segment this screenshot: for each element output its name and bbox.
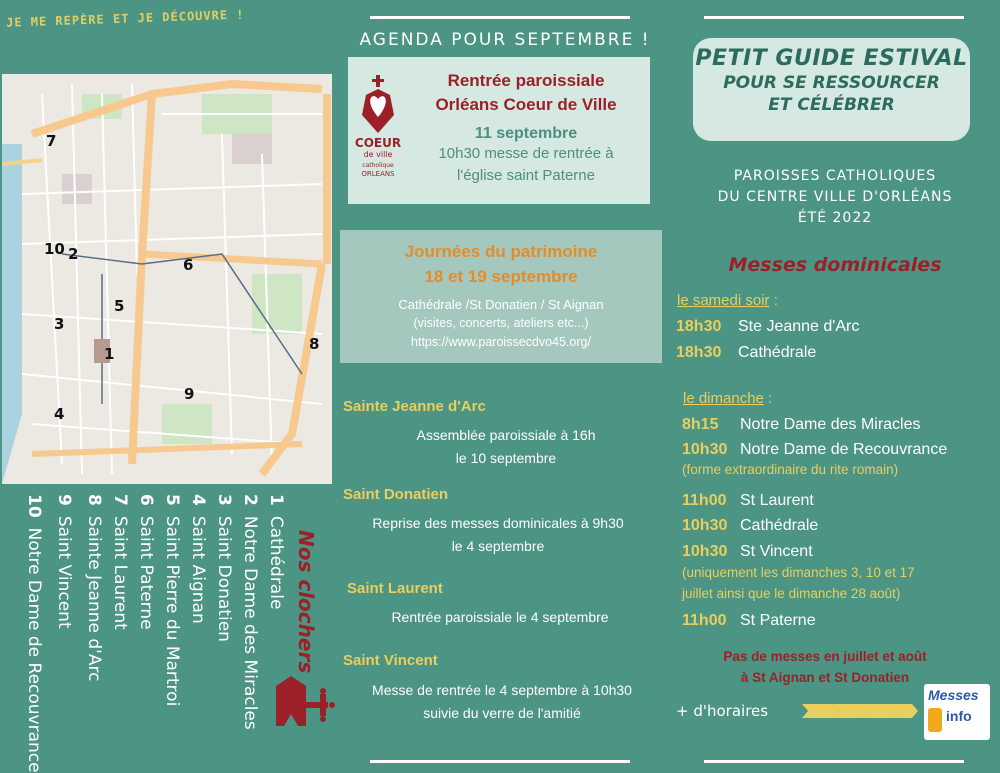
parish-jeanne-line-1: Assemblée paroissiale à 16h [416, 427, 596, 443]
rentree-box [348, 57, 650, 204]
parish-donatien-text [343, 512, 653, 558]
parish-donatien-line-1: Reprise des messes dominicales à 9h30 [372, 515, 624, 531]
mass-row [682, 492, 814, 510]
rentree-title-2: Orléans Coeur de Ville [435, 95, 617, 114]
map-label-8: 8 [309, 335, 320, 353]
mass-row [682, 612, 816, 630]
coeur-de-ville-logo [354, 75, 402, 183]
mass-time: 11h00 [682, 492, 727, 509]
note-vincent-2: juillet ainsi que le dimanche 28 août) [682, 586, 901, 601]
parish-vincent-line-2: suivie du verre de l'amitié [423, 705, 581, 721]
clocher-num: 1 [266, 494, 286, 506]
guide-title-box [693, 38, 970, 141]
mass-row [676, 318, 859, 336]
clocher-num: 10 [24, 494, 44, 518]
clocher-item-4 [188, 494, 208, 624]
nos-clochers-title: Nos clochers [294, 530, 318, 674]
clocher-item-3 [214, 494, 234, 642]
mass-place: Notre Dame des Miracles [740, 416, 921, 433]
map-label-3: 3 [54, 315, 65, 333]
clocher-name: Saint Laurent [110, 515, 130, 630]
clocher-num: 7 [110, 494, 130, 506]
mass-place: St Vincent [740, 543, 813, 560]
guide-line-1: PETIT GUIDE ESTIVAL [695, 46, 968, 71]
church-cross-icon [270, 676, 336, 736]
samedi-label: le samedi soir : [677, 292, 778, 309]
clocher-name: Saint Aignan [188, 515, 208, 624]
guide-top-divider [704, 16, 964, 19]
clocher-item-8 [84, 494, 104, 681]
parish-laurent-line-1: Rentrée paroissiale le 4 septembre [391, 609, 609, 625]
clocher-name: Sainte Jeanne d'Arc [84, 515, 104, 682]
guide-line-3: ET CÉLÉBRER [768, 95, 895, 115]
clocher-item-9 [54, 494, 74, 629]
patrimoine-box [340, 230, 662, 363]
clocher-num: 2 [240, 494, 260, 506]
logo-text-3: catholique [362, 162, 394, 169]
mass-row [682, 543, 813, 561]
city-map [2, 74, 332, 484]
dimanche-label: le dimanche : [683, 390, 773, 407]
paroisses-year: ÉTÉ 2022 [797, 210, 873, 226]
rentree-date: 11 septembre [474, 125, 578, 142]
note-vincent-1: (uniquement les dimanches 3, 10 et 17 [682, 565, 915, 580]
clocher-item-6 [136, 494, 156, 630]
clocher-item-10 [24, 494, 44, 773]
logo-text-2: de ville [363, 150, 393, 159]
clocher-item-5 [162, 494, 182, 706]
patrimoine-title-1: Journées du patrimoine [404, 242, 598, 261]
rentree-title-1: Rentrée paroissiale [447, 71, 605, 90]
mass-place: Notre Dame de Recouvrance [740, 441, 948, 458]
paroisses-subtitle [680, 166, 990, 229]
messes-title: Messes dominicales [728, 254, 942, 276]
map-label-2: 2 [68, 245, 79, 263]
map-label-6: 6 [183, 256, 194, 274]
samedi-label-text: le samedi soir [677, 292, 770, 309]
parish-laurent-title: Saint Laurent [347, 580, 443, 597]
mass-time: 11h00 [682, 612, 727, 629]
agenda-title: AGENDA POUR SEPTEMBRE ! [359, 30, 651, 50]
mass-place: Ste Jeanne d'Arc [738, 318, 860, 335]
parish-jeanne-line-2: le 10 septembre [455, 450, 557, 466]
mass-place: Cathédrale [738, 344, 817, 361]
parish-vincent-text [347, 679, 657, 725]
map-label-10: 10 [44, 240, 65, 258]
map-svg [2, 74, 332, 484]
parish-vincent-title: Saint Vincent [343, 652, 438, 669]
clocher-name: Saint Vincent [54, 515, 74, 629]
patrimoine-line-2: (visites, concerts, ateliers etc...) [413, 316, 589, 330]
clocher-name: Notre Dame des Miracles [240, 515, 260, 730]
mass-time: 10h30 [682, 543, 728, 560]
mass-place: St Laurent [740, 492, 814, 509]
chevron-arrows-icon [802, 700, 920, 722]
map-label-7: 7 [46, 132, 57, 150]
guide-line-2: POUR SE RESSOURCER [723, 73, 940, 93]
dimanche-label-text: le dimanche [683, 390, 764, 407]
map-label-1: 1 [104, 345, 115, 363]
map-label-4: 4 [54, 405, 65, 423]
mass-time: 8h15 [682, 416, 719, 433]
rentree-line-2: l'église saint Paterne [457, 167, 595, 184]
clocher-item-7 [110, 494, 130, 630]
mass-time: 10h30 [682, 517, 728, 534]
parish-vincent-line-1: Messe de rentrée le 4 septembre à 10h30 [372, 682, 632, 698]
no-mass-line-1: Pas de messes en juillet et août [723, 649, 927, 664]
clocher-num: 5 [162, 494, 182, 506]
clocher-num: 8 [84, 494, 104, 506]
clochers-list [8, 490, 328, 773]
agenda-top-divider [370, 16, 630, 19]
no-mass-line-2: à St Aignan et St Donatien [740, 670, 910, 685]
logo-text-4: ORLEANS [361, 170, 395, 178]
parish-jeanne-text [351, 424, 661, 470]
mass-row [682, 416, 921, 434]
mass-row [682, 517, 818, 535]
parish-donatien-line-2: le 4 septembre [451, 538, 545, 554]
agenda-bottom-divider [370, 760, 630, 763]
clocher-name: Saint Pierre du Martroi [162, 515, 182, 707]
no-mass-notice [676, 646, 974, 688]
clocher-num: 9 [54, 494, 74, 506]
paroisses-line-1: PAROISSES CATHOLIQUES [733, 168, 937, 184]
rentree-text [406, 69, 646, 187]
logo-text-1: COEUR [354, 136, 402, 150]
map-label-5: 5 [114, 297, 125, 315]
mass-row [682, 441, 947, 459]
patrimoine-url-link[interactable]: https://www.paroissecdvo45.org/ [411, 335, 591, 349]
parish-jeanne-title: Sainte Jeanne d'Arc [343, 398, 486, 415]
parish-donatien-title: Saint Donatien [343, 486, 449, 503]
clocher-name: Saint Paterne [136, 515, 156, 630]
clocher-num: 6 [136, 494, 156, 506]
paroisses-line-2: DU CENTRE VILLE D'ORLÉANS [717, 189, 953, 205]
left-title: JE ME REPÈRE ET JE DÉCOUVRE ! [5, 7, 245, 30]
mass-place: Cathédrale [740, 517, 819, 534]
clocher-item-2 [240, 494, 260, 730]
mass-place: St Paterne [740, 612, 816, 629]
mass-time: 18h30 [676, 318, 722, 335]
guide-bottom-divider [704, 760, 964, 763]
clocher-num: 3 [214, 494, 234, 506]
messes-info-logo-text-2: info [946, 708, 972, 724]
messes-info-i-icon [928, 708, 942, 732]
mass-row [676, 344, 816, 362]
messes-info-logo[interactable] [924, 684, 990, 740]
patrimoine-title-2: 18 et 19 septembre [424, 267, 578, 286]
clocher-name: Cathédrale [266, 515, 286, 610]
clocher-item-1 [266, 494, 286, 609]
rentree-line-1: 10h30 messe de rentrée à [438, 145, 614, 162]
clocher-name: Saint Donatien [214, 515, 234, 642]
clocher-name: Notre Dame de Recouvrance [24, 527, 44, 773]
clocher-num: 4 [188, 494, 208, 506]
messes-info-logo-text-1: Messes [928, 687, 979, 703]
mass-time: 10h30 [682, 441, 728, 458]
more-schedules-link[interactable]: + d'horaires [676, 702, 769, 720]
mass-time: 18h30 [676, 344, 722, 361]
map-label-9: 9 [184, 385, 195, 403]
patrimoine-line-1: Cathédrale /St Donatien / St Aignan [398, 297, 604, 312]
note-rite: (forme extraordinaire du rite romain) [682, 462, 899, 477]
parish-laurent-text [345, 606, 655, 629]
